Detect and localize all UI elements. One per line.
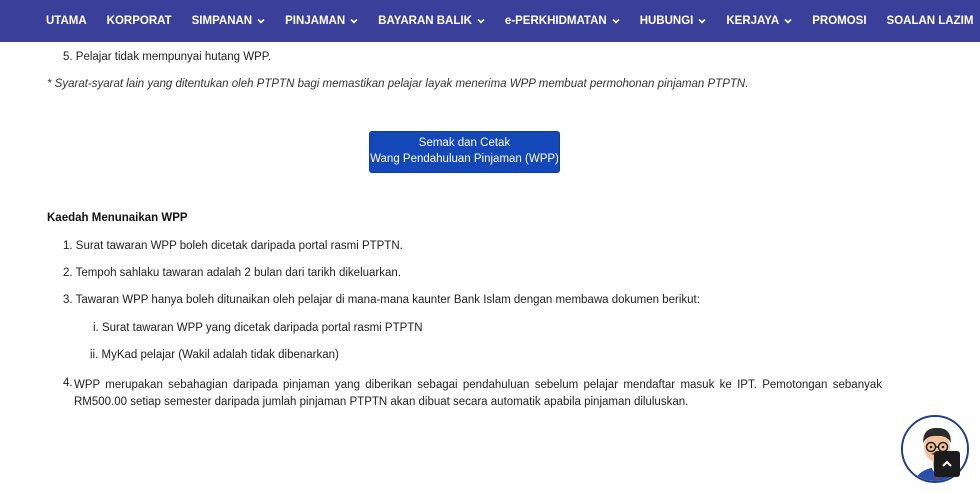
nav-label: UTAMA [46, 15, 87, 27]
nav-label: PINJAMAN [285, 15, 346, 27]
list-item-5: 5. Pelajar tidak mempunyai hutang WPP. [63, 51, 272, 63]
nav-promosi[interactable] [812, 15, 866, 27]
nav-label: KORPORAT [106, 15, 172, 27]
nav-label: HUBUNGI [639, 15, 694, 27]
chevron-up-icon [941, 458, 953, 470]
chevron-down-icon [784, 17, 792, 25]
sub-item-i: i. Surat tawaran WPP yang dicetak daripada portal rasmi PTPTN [93, 322, 423, 334]
nav-label: PROMOSI [812, 15, 867, 27]
nav-label: SIMPANAN [191, 15, 253, 27]
section-heading: Kaedah Menunaikan WPP [47, 212, 188, 224]
nav-utama[interactable] [46, 15, 87, 27]
list-item-3: 3. Tawaran WPP hanya boleh ditunaikan oleh pelajar di mana-mana kaunter Bank Islam dengan membawa dokumen berikut: [63, 294, 700, 306]
nav-label: BAYARAN BALIK [378, 15, 472, 27]
nav-bayaran-balik[interactable] [378, 15, 485, 27]
top-navbar [0, 0, 980, 42]
nav-hubungi[interactable] [640, 15, 707, 27]
list-item-4-text: WPP merupakan sebahagian daripada pinjaman yang diberikan sebagai pendahuluan sebelum pelajar mendaftar masuk ke IPT. Pemotongan sebanyak RM500.00 setiap semester daripada jumlah pinjaman PTPTN akan dibuat secara automatik apabila pinjaman diluluskan. [74, 379, 882, 408]
chevron-down-icon [477, 17, 485, 25]
nav-label: KERJAYA [726, 15, 780, 27]
list-item-1: 1. Surat tawaran WPP boleh dicetak daripada portal rasmi PTPTN. [63, 240, 403, 252]
semak-cetak-wpp-button[interactable] [369, 131, 560, 173]
nav-kerjaya[interactable] [726, 15, 792, 27]
nav-label: SOALAN LAZIM [886, 15, 974, 27]
button-line-1: Semak dan Cetak [418, 137, 511, 150]
nav-label: e-PERKHIDMATAN [504, 15, 607, 27]
nav-soalan-lazim[interactable] [887, 15, 974, 27]
chevron-down-icon [257, 17, 265, 25]
chevron-down-icon [350, 17, 358, 25]
nav-korporat[interactable] [107, 15, 172, 27]
list-item-2: 2. Tempoh sahlaku tawaran adalah 2 bulan dari tarikh dikeluarkan. [63, 267, 401, 279]
note-text: * Syarat-syarat lain yang ditentukan oleh PTPTN bagi memastikan pelajar layak menerima WPP membuat permohonan pinjaman PTPTN. [47, 78, 749, 90]
nav-e-perkhidmatan[interactable] [505, 15, 620, 27]
chevron-down-icon [612, 17, 620, 25]
nav-pinjaman[interactable] [285, 15, 358, 27]
scroll-to-top-button[interactable] [934, 451, 960, 477]
button-line-2: Wang Pendahuluan Pinjaman (WPP) [370, 153, 559, 165]
chevron-down-icon [698, 17, 706, 25]
nav-simpanan[interactable] [192, 15, 265, 27]
list-item-4-number: 4. [63, 377, 73, 389]
sub-item-ii: ii. MyKad pelajar (Wakil adalah tidak dibenarkan) [90, 349, 339, 361]
